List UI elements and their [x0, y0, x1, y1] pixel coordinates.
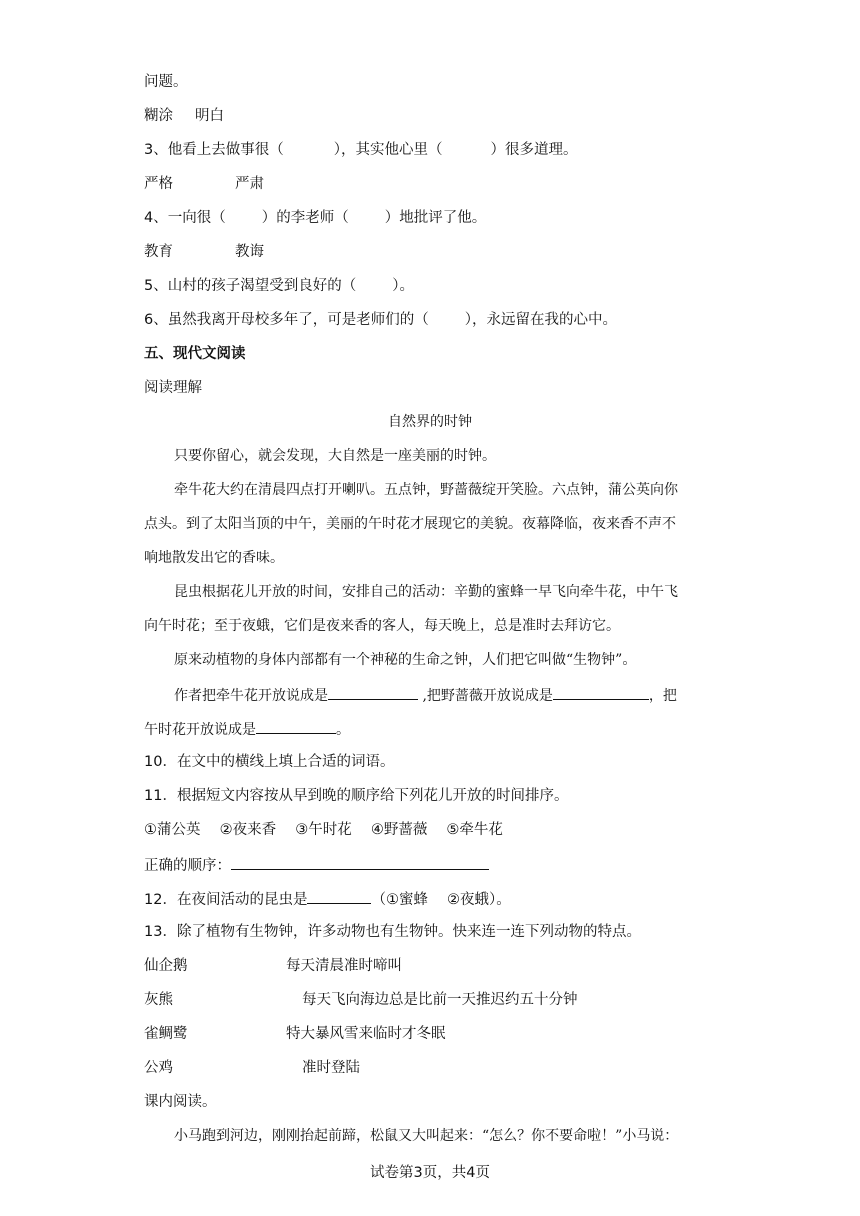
subheading: 阅读理解 [144, 380, 202, 396]
question-text: ）很多道理。 [490, 142, 578, 158]
question-text: 午时花开放说成是 [144, 722, 256, 738]
question-text: ），永远留在我的心中。 [464, 312, 617, 328]
question-11-options: ①蒲公英 ②夜来香 ③午时花 ④野蔷薇 ⑤牵牛花 [144, 822, 503, 838]
question-text: ，把 [648, 688, 677, 704]
match-right-item[interactable]: 每天清晨准时啼叫 [286, 958, 402, 974]
answer-blank[interactable] [553, 684, 649, 700]
match-right-item[interactable]: 准时登陆 [302, 1060, 360, 1076]
question-text: 。 [336, 722, 350, 738]
question-text: （①蜜蜂 ②夜蛾）。 [371, 892, 511, 908]
passage-paragraph: 向午时花；至于夜蛾，它们是夜来香的客人，每天晚上，总是准时去拜访它。 [144, 618, 620, 634]
word-option: 严格 [144, 176, 173, 192]
match-right-item[interactable]: 每天飞向海边总是比前一天推迟约五十分钟 [302, 992, 578, 1008]
fill-blank-line [174, 684, 677, 706]
word-options [144, 242, 264, 262]
question-text: ）。 [392, 278, 414, 294]
passage-paragraph: 牵牛花大约在清晨四点打开喇叭。五点钟，野蔷薇绽开笑脸。六点钟，蒲公英向你 [174, 482, 678, 498]
question-11: 11．根据短文内容按从早到晚的顺序给下列花儿开放的时间排序。 [144, 788, 569, 804]
word-option: 严肃 [235, 176, 264, 192]
question-text: 正确的顺序： [144, 858, 231, 874]
answer-blank[interactable] [328, 684, 418, 700]
question-12 [144, 888, 511, 910]
word-options [144, 174, 264, 194]
question-text: ）的李老师（ [261, 210, 349, 226]
match-left-item[interactable]: 公鸡 [144, 1060, 173, 1076]
passage-paragraph: 只要你留心，就会发现，大自然是一座美丽的时钟。 [174, 448, 496, 464]
question-3 [144, 140, 577, 160]
section-heading: 五、现代文阅读 [144, 346, 246, 362]
question-10: 10．在文中的横线上填上合适的词语。 [144, 754, 395, 770]
fill-blank-line [144, 718, 350, 740]
word-option: 教育 [144, 244, 173, 260]
question-11-answer [144, 854, 489, 876]
passage-paragraph: 原来动植物的身体内部都有一个神秘的生命之钟，人们把它叫做“生物钟”。 [174, 652, 637, 668]
question-5 [144, 276, 414, 296]
question-4 [144, 208, 486, 228]
passage-title: 自然界的时钟 [388, 414, 472, 430]
passage-paragraph: 响地散发出它的香味。 [144, 550, 284, 566]
question-text: ）地批评了他。 [384, 210, 487, 226]
question-13: 13．除了植物有生物钟，许多动物也有生物钟。快来连一连下列动物的特点。 [144, 924, 641, 940]
word-option: 糊涂 [144, 108, 173, 124]
word-option: 教诲 [235, 244, 264, 260]
question-text: 6、虽然我离开母校多年了，可是老师们的（ [144, 312, 429, 328]
word-options [144, 106, 224, 126]
answer-blank[interactable] [307, 888, 371, 904]
question-text: ,把野蔷薇开放说成是 [418, 688, 553, 704]
question-text: 作者把牵牛花开放说成是 [174, 688, 328, 704]
passage-paragraph: 昆虫根据花儿开放的时间，安排自己的活动：辛勤的蜜蜂一早飞向牵牛花，中午飞 [174, 584, 678, 600]
passage-paragraph: 小马跑到河边，刚刚抬起前蹄，松鼠又大叫起来：“怎么？你不要命啦！”小马说： [174, 1128, 679, 1144]
answer-blank[interactable] [256, 718, 336, 734]
question-text: 3、他看上去做事很（ [144, 142, 284, 158]
match-left-item[interactable]: 仙企鹅 [144, 958, 188, 974]
match-right-item[interactable]: 特大暴风雪来临时才冬眠 [286, 1026, 446, 1042]
question-text: 12．在夜间活动的昆虫是 [144, 892, 308, 908]
answer-blank[interactable] [231, 854, 489, 870]
question-text: 4、一向很（ [144, 210, 226, 226]
page-footer: 试卷第3页，共4页 [370, 1165, 490, 1181]
question-text: ），其实他心里（ [333, 142, 443, 158]
match-left-item[interactable]: 灰熊 [144, 992, 173, 1008]
word-option: 明白 [195, 108, 224, 124]
subheading: 课内阅读。 [144, 1094, 217, 1110]
match-left-item[interactable]: 雀鲷鹭 [144, 1026, 188, 1042]
question-text: 5、山村的孩子渴望受到良好的（ [144, 278, 357, 294]
question-6 [144, 310, 617, 330]
text-line: 问题。 [144, 74, 188, 90]
passage-paragraph: 点头。到了太阳当顶的中午，美丽的午时花才展现它的美貌。夜幕降临，夜来香不声不 [144, 516, 676, 532]
